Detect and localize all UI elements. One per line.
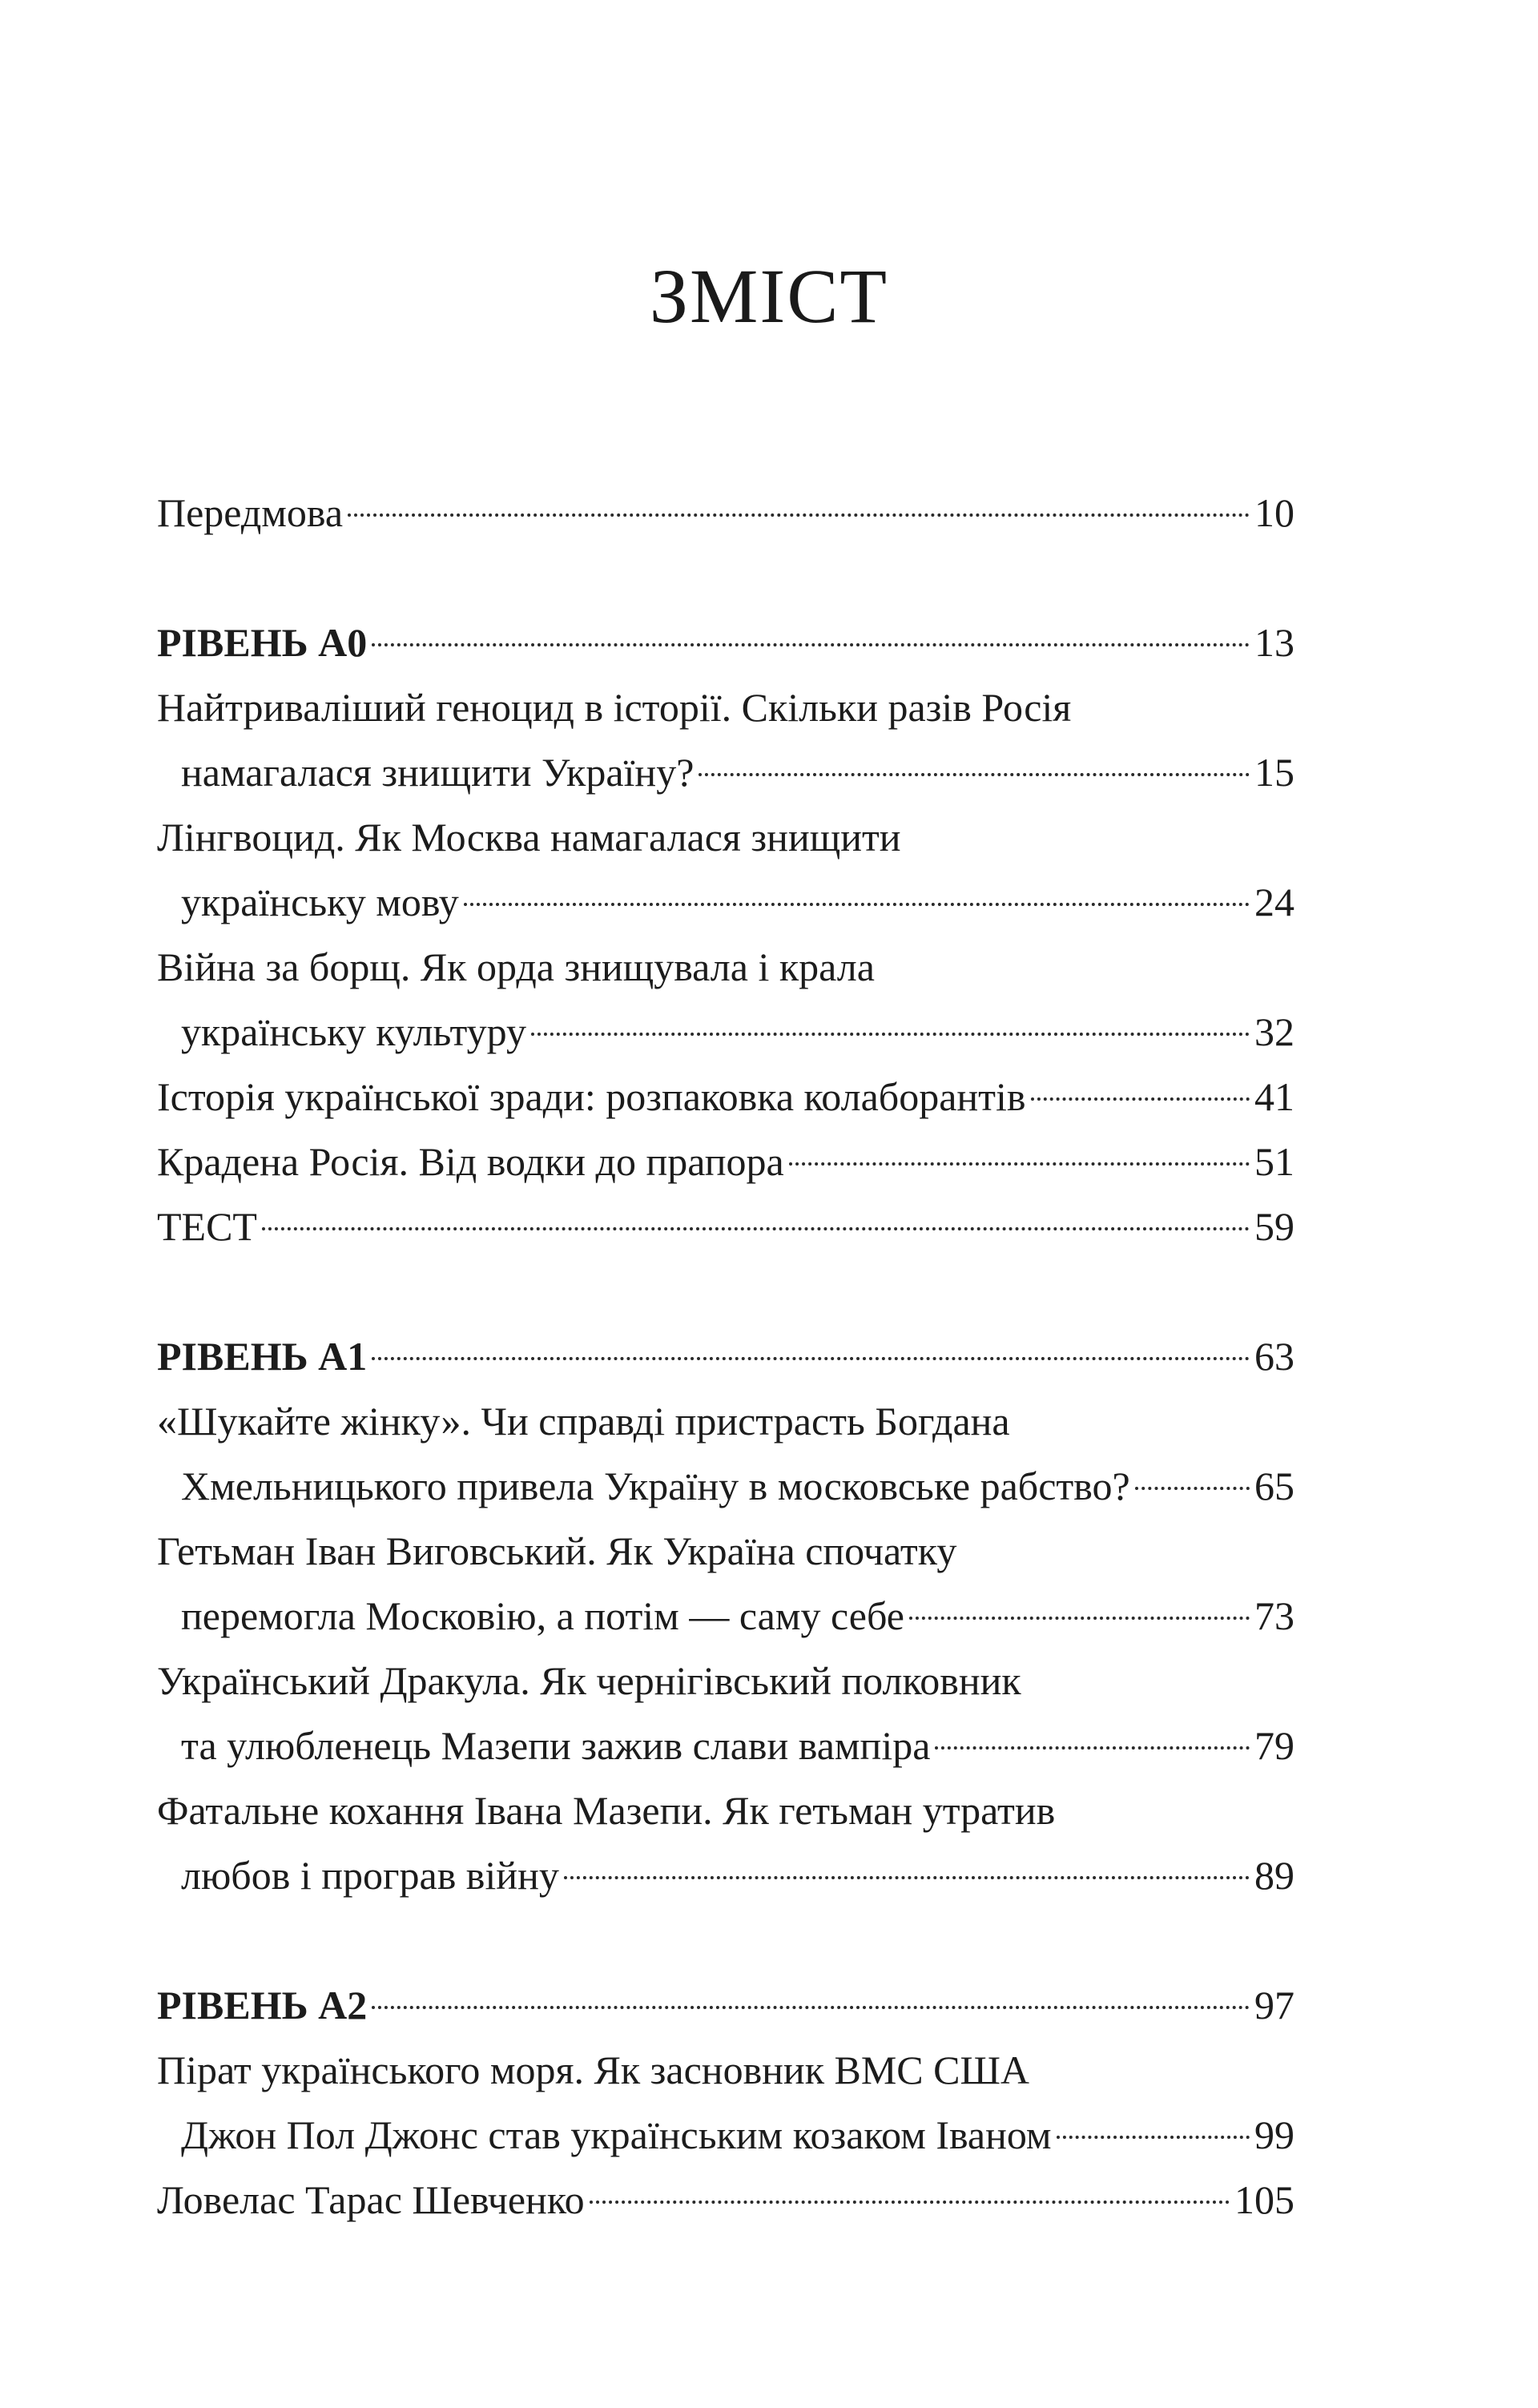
toc-level-a0[interactable]	[157, 610, 1294, 674]
toc-entry-title-line2: намагалася знищити Україну?	[181, 750, 695, 795]
toc-page-number: 10	[1254, 490, 1294, 535]
dot-leader	[564, 1876, 1250, 1879]
toc-page-number: 63	[1254, 1334, 1294, 1379]
toc-page-number: 13	[1254, 620, 1294, 665]
toc-entry-title-line1[interactable]: Пірат українського моря. Як засновник ВМС США	[157, 2048, 1030, 2092]
toc-page-number: 65	[1254, 1464, 1294, 1508]
dot-leader	[262, 1227, 1250, 1230]
toc-level-title: РІВЕНЬ А1	[157, 1334, 368, 1379]
toc-page-number: 15	[1254, 750, 1294, 795]
toc-entry-khmelnytsky[interactable]	[157, 1454, 1294, 1518]
toc-entry-genocide[interactable]	[157, 740, 1294, 804]
toc-entry-title-line2: українську мову	[181, 880, 459, 924]
toc-page-number: 79	[1254, 1723, 1294, 1768]
toc-entry-title-line1[interactable]: Найтриваліший геноцид в історії. Скільки разів Росія	[157, 685, 1072, 730]
toc-entry-title-line1[interactable]: Лінгвоцид. Як Москва намагалася знищити	[157, 815, 901, 860]
toc-level-title: РІВЕНЬ А0	[157, 620, 368, 665]
toc-page-number: 73	[1254, 1593, 1294, 1638]
toc-entry-title: Крадена Росія. Від водки до прапора	[157, 1139, 784, 1184]
dot-leader	[1031, 1097, 1250, 1101]
toc-entry-title: Ловелас Тарас Шевченко	[157, 2177, 585, 2222]
toc-entry-mazepa[interactable]	[157, 1843, 1294, 1907]
toc-entry-title-line1[interactable]: Війна за борщ. Як орда знищувала і крала	[157, 944, 875, 989]
dot-leader	[531, 1033, 1250, 1036]
toc-entry-vyhovsky[interactable]	[157, 1584, 1294, 1648]
toc-entry-collaborators[interactable]	[157, 1065, 1294, 1129]
toc-entry-title-line1[interactable]: Фатальне кохання Івана Мазепи. Як гетьман утратив	[157, 1788, 1056, 1833]
toc-page-number: 97	[1254, 1983, 1294, 2027]
dot-leader	[699, 773, 1250, 776]
toc-entry-test-a0[interactable]	[157, 1194, 1294, 1258]
toc-level-title: РІВЕНЬ А2	[157, 1983, 368, 2027]
dot-leader	[348, 513, 1250, 517]
toc-entry-title-line2: та улюбленець Мазепи зажив слави вампіра	[181, 1723, 931, 1768]
dot-leader	[935, 1746, 1250, 1750]
toc-entry-pirate[interactable]	[157, 2103, 1294, 2167]
toc-entry-title-line2: Хмельницького привела Україну в московське рабство?	[181, 1464, 1130, 1508]
toc-page-number: 51	[1254, 1139, 1294, 1184]
page-title: ЗМІСТ	[649, 253, 889, 339]
toc-page-number: 89	[1254, 1853, 1294, 1898]
toc-page-number: 41	[1254, 1074, 1294, 1119]
toc-entry-title-line1[interactable]: Гетьман Іван Виговський. Як Україна спочатку	[157, 1528, 957, 1573]
dot-leader	[789, 1162, 1250, 1166]
toc-entry-title-line1[interactable]: «Шукайте жінку». Чи справді пристрасть Богдана	[157, 1399, 1010, 1444]
toc-entry-title-line2: любов і програв війну	[181, 1853, 559, 1898]
toc-entry-title-line2: українську культуру	[181, 1009, 526, 1054]
toc-entry-title: Історія української зради: розпаковка колаборантів	[157, 1074, 1026, 1119]
dot-leader	[1135, 1487, 1250, 1490]
dot-leader	[372, 643, 1250, 646]
toc-page-number: 105	[1234, 2177, 1294, 2222]
toc-entry-title-line1[interactable]: Український Дракула. Як чернігівський полковник	[157, 1658, 1021, 1703]
toc-page-number: 59	[1254, 1204, 1294, 1249]
toc-level-a1[interactable]	[157, 1324, 1294, 1388]
toc-entry-title: ТЕСТ	[157, 1204, 257, 1249]
dot-leader	[909, 1617, 1250, 1620]
toc-level-a2[interactable]	[157, 1973, 1294, 2037]
toc-entry-title-line2: Джон Пол Джонс став українським козаком Іваном	[181, 2112, 1052, 2157]
dot-leader	[590, 2201, 1230, 2204]
dot-leader	[372, 1357, 1250, 1360]
toc-entry-stolen-russia[interactable]	[157, 1130, 1294, 1194]
dot-leader	[1057, 2136, 1250, 2139]
toc-page-number: 99	[1254, 2112, 1294, 2157]
toc-entry-shevchenko[interactable]	[157, 2168, 1294, 2232]
toc-entry-title: Передмова	[157, 490, 344, 535]
toc-entry-borscht-war[interactable]	[157, 1000, 1294, 1064]
toc-entry-foreword[interactable]	[157, 481, 1294, 545]
dot-leader	[372, 2006, 1250, 2009]
toc-page-number: 24	[1254, 880, 1294, 924]
toc-entry-dracula[interactable]	[157, 1713, 1294, 1778]
toc-entry-title-line2: перемогла Московію, а потім — саму себе	[181, 1593, 904, 1638]
toc-entry-linguocide[interactable]	[157, 870, 1294, 934]
dot-leader	[464, 903, 1250, 906]
toc-page-number: 32	[1254, 1009, 1294, 1054]
